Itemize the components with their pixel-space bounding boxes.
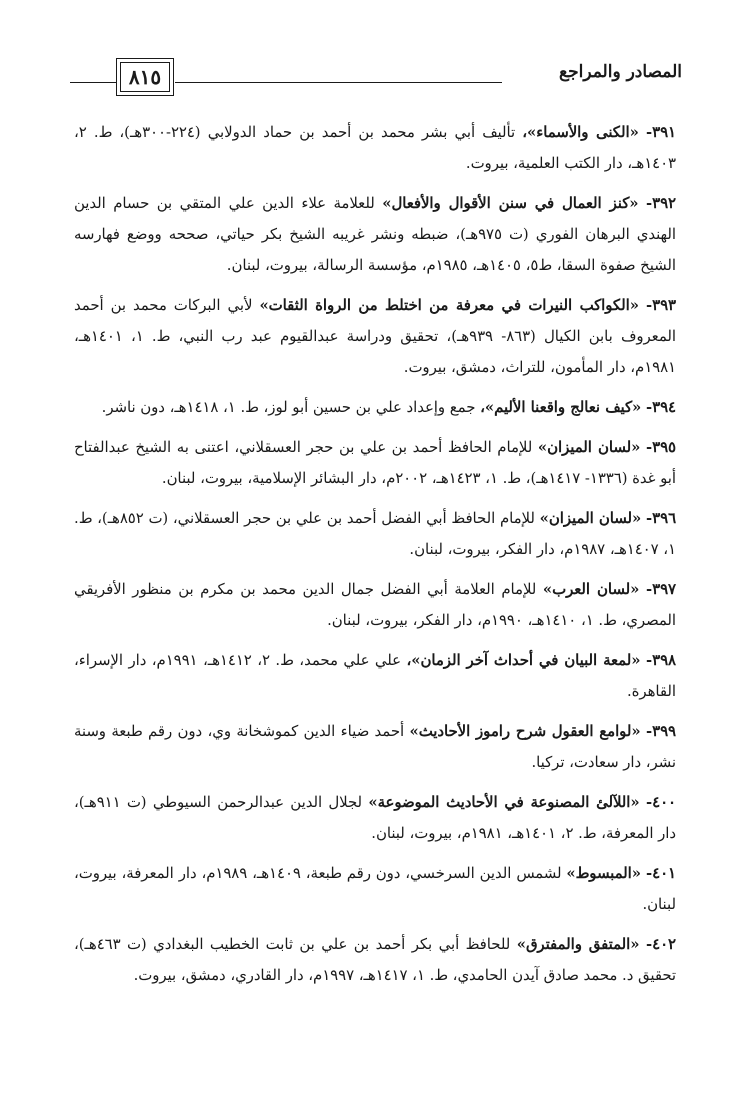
entry-title: «كنز العمال في سنن الأقوال والأفعال» <box>382 195 639 212</box>
bibliography-entry <box>74 290 676 383</box>
entry-title: «لمعة البيان في أحداث آخر الزمان»، <box>406 652 641 669</box>
entry-title: «كيف نعالج واقعنا الأليم»، <box>480 399 642 416</box>
entry-title: «لسان العرب» <box>542 581 640 598</box>
entry-text: للإمام العلامة أبي الفضل جمال الدين محمد بن مكرم بن منظور الأفريقي المصري، ط. ١، ١٤١٠هـ، ١٩٩٠م، دار الفكر، بيروت، لبنان. <box>74 581 676 629</box>
entry-title: «لوامع العقول شرح راموز الأحاديث» <box>409 723 641 740</box>
entry-text: تأليف أبي بشر محمد بن أحمد بن حماد الدولابي (٢٢٤-٣٠٠هـ)، ط. ٢، ١٤٠٣هـ، دار الكتب العلمية، بيروت. <box>74 124 676 172</box>
entry-text: للعلامة علاء الدين علي المتقي بن حسام الدين الهندي البرهان الفوري (ت ٩٧٥هـ)، ضبطه ونشر غريبه الشيخ بكر حياتي، صححه ووضع فهارسه الشيخ صفوة السقا، ط٥، ١٤٠٥هـ، ١٩٨٥م، مؤسسة الرسالة، بيروت، لبنان. <box>74 195 676 274</box>
entry-text: لشمس الدين السرخسي، دون رقم طبعة، ١٤٠٩هـ، ١٩٨٩م، دار المعرفة، بيروت، لبنان. <box>74 865 676 913</box>
entry-text: علي علي محمد، ط. ٢، ١٤١٢هـ، ١٩٩١م، دار الإسراء، القاهرة. <box>74 652 676 700</box>
entry-number: ٣٩٩- <box>645 723 676 740</box>
entry-number: ٣٩٤- <box>646 399 676 416</box>
entry-text: للحافظ أبي بكر أحمد بن علي بن ثابت الخطيب البغدادي (ت ٤٦٣هـ)، تحقيق د. محمد صادق آيدن الحامدي، ط. ١، ١٤١٧هـ، ١٩٩٧م، دار القادري، دمشق، بيروت. <box>74 936 676 984</box>
page-number: ٨١٥ <box>128 65 162 89</box>
entry-number: ٣٩١- <box>645 124 676 141</box>
entry-title: «المبسوط» <box>566 865 642 882</box>
entry-text: لأبي البركات محمد بن أحمد المعروف بابن الكيال (٨٦٣- ٩٣٩هـ)، تحقيق ودراسة عبدالقيوم عبد رب النبي، ط. ١، ١٤٠١هـ، ١٩٨١م، دار المأمون، للتراث، دمشق، بيروت. <box>74 297 676 376</box>
entry-text: لجلال الدين عبدالرحمن السيوطي (ت ٩١١هـ)، دار المعرفة، ط. ٢، ١٤٠١هـ، ١٩٨١م، بيروت، لبنان. <box>74 794 676 842</box>
bibliography-entry <box>74 716 676 778</box>
entry-title: «المتفق والمفترق» <box>516 936 640 953</box>
bibliography-entry <box>74 645 676 707</box>
entry-title: «لسان الميزان» <box>539 510 642 527</box>
bibliography-entry <box>74 392 676 423</box>
entry-number: ٤٠٠- <box>645 794 676 811</box>
entry-number: ٤٠١- <box>645 865 676 882</box>
header-rule <box>175 82 502 83</box>
header-title: المصادر والمراجع <box>559 62 682 82</box>
entry-text: جمع وإعداد علي بن حسين أبو لوز، ط. ١، ١٤١٨هـ، دون ناشر. <box>101 399 476 416</box>
bibliography-entry <box>74 858 676 920</box>
bibliography-entry <box>74 929 676 991</box>
entry-number: ٣٩٧- <box>645 581 676 598</box>
entry-number: ٣٩٦- <box>646 510 677 527</box>
bibliography-entry <box>74 574 676 636</box>
entry-text: للإمام الحافظ أبي الفضل أحمد بن علي بن حجر العسقلاني، (ت ٨٥٢هـ)، ط. ١، ١٤٠٧هـ، ١٩٨٧م، دار الفكر، بيروت، لبنان. <box>74 510 676 558</box>
entry-text: للإمام الحافظ أحمد بن علي بن حجر العسقلاني، اعتنى به الشيخ عبدالفتاح أبو غدة (١٣٣٦- ١٤١٧هـ)، ط. ١، ١٤٢٣هـ، ٢٠٠٢م، دار البشائر الإسلامية، بيروت، لبنان. <box>74 439 676 487</box>
entry-number: ٣٩٢- <box>646 195 676 212</box>
entry-number: ٣٩٨- <box>645 652 676 669</box>
entry-number: ٣٩٣- <box>645 297 676 314</box>
entry-title: «الكواكب النيرات في معرفة من اختلط من الرواة الثقات» <box>259 297 639 314</box>
entry-text: أحمد ضياء الدين كموشخانة وي، دون رقم طبعة وسنة نشر، دار سعادت، تركيا. <box>74 723 676 771</box>
bibliography-entry <box>74 787 676 849</box>
entry-number: ٣٩٥- <box>645 439 676 456</box>
page-number-box <box>116 58 174 96</box>
bibliography-entry <box>74 188 676 281</box>
bibliography-entry <box>74 432 676 494</box>
bibliography-list <box>74 117 676 1000</box>
bibliography-entry <box>74 117 676 179</box>
entry-title: «لسان الميزان» <box>537 439 641 456</box>
bibliography-entry <box>74 503 676 565</box>
entry-title: «الكنى والأسماء»، <box>522 124 639 141</box>
entry-number: ٤٠٢- <box>645 936 676 953</box>
header-rule-left <box>70 82 116 83</box>
entry-title: «اللآلئ المصنوعة في الأحاديث الموضوعة» <box>368 794 640 811</box>
running-header <box>70 56 682 100</box>
